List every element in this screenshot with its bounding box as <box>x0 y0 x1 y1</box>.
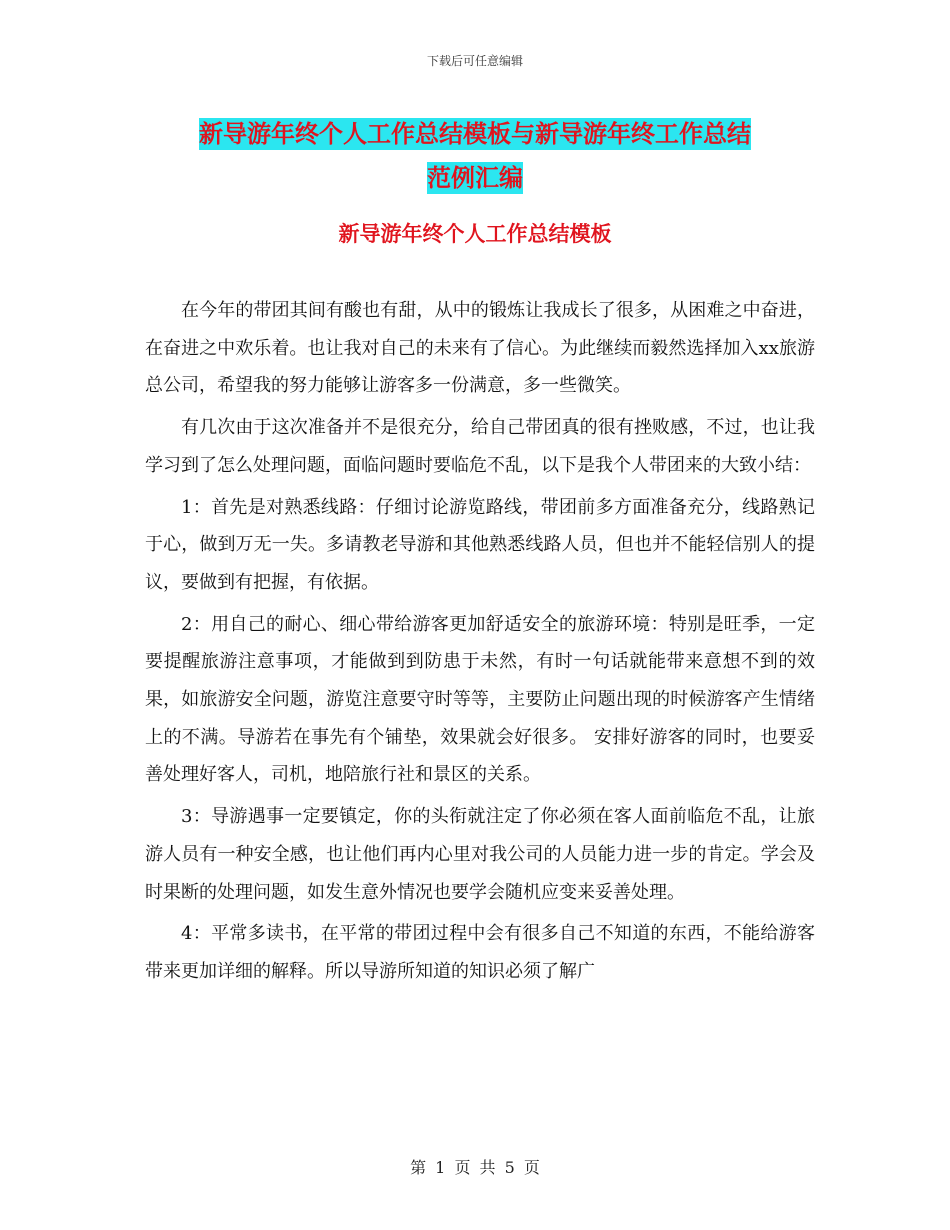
body-text <box>145 292 815 995</box>
paragraph: 4：平常多读书，在平常的带团过程中会有很多自己不知道的东西，不能给游客带来更加详细的解释。所以导游所知道的知识必须了解广 <box>145 923 815 982</box>
paragraph: 3：导游遇事一定要镇定，你的头衔就注定了你必须在客人面前临危不乱，让旅游人员有一种安全感，也让他们再内心里对我公司的人员能力进一步的肯定。学会及时果断的处理问题，如发生意外情况也要学会随机应变来妥善处理。 <box>145 806 815 903</box>
main-title-line-2: 范例汇编 <box>427 164 523 192</box>
paragraph: 在今年的带团其间有酸也有甜，从中的锻炼让我成长了很多，从困难之中奋进，在奋进之中欢乐着。也让我对自己的未来有了信心。为此继续而毅然选择加入xx旅游总公司，希望我的努力能够让游客多一份满意，多一些微笑。 <box>145 300 815 397</box>
main-title <box>140 112 810 200</box>
section-title: 新导游年终个人工作总结模板 <box>338 222 612 246</box>
header-note: 下载后可任意编辑 <box>426 54 523 68</box>
main-title-line-1: 新导游年终个人工作总结模板与新导游年终工作总结 <box>199 120 751 148</box>
page-footer: 第 1 页 共 5 页 <box>410 1158 540 1177</box>
paragraph: 有几次由于这次准备并不是很充分，给自己带团真的很有挫败感，不过，也让我学习到了怎么处理问题，面临问题时要临危不乱，以下是我个人带团来的大致小结： <box>145 417 815 476</box>
paragraph: 1：首先是对熟悉线路：仔细讨论游览路线，带团前多方面准备充分，线路熟记于心，做到万无一失。多请教老导游和其他熟悉线路人员，但也并不能轻信别人的提议，要做到有把握，有依据。 <box>145 496 815 593</box>
paragraph: 2：用自己的耐心、细心带给游客更加舒适安全的旅游环境：特别是旺季，一定要提醒旅游注意事项，才能做到到防患于未然，有时一句话就能带来意想不到的效果，如旅游安全问题，游览注意要守时等等，主要防止问题出现的时候游客产生情绪上的不满。导游若在事先有个铺垫，效果就会好很多。 安排好游客的同时，也要妥善处理好客人，司机，地陪旅行社和景区的关系。 <box>145 613 815 786</box>
